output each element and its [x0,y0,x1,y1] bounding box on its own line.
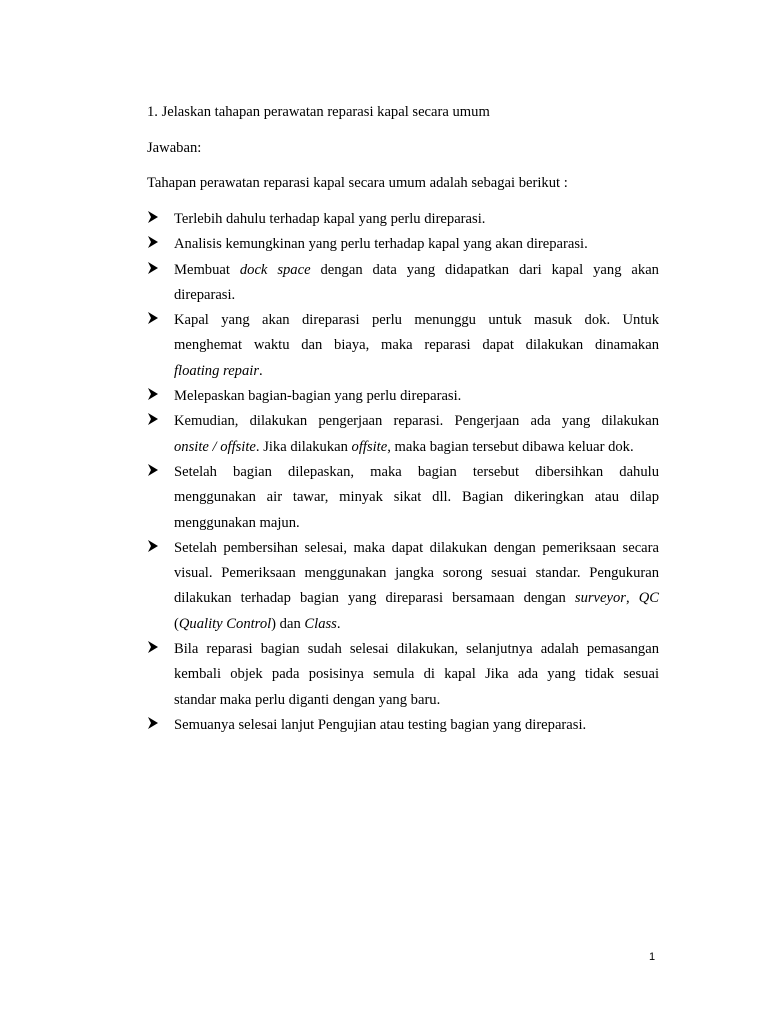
list-item [147,409,659,460]
text-run: kembali objek pada posisinya semula di kapal Jika ada yang tidak sesuai [174,666,659,683]
arrowhead-bullet-icon [147,717,159,729]
list-item [147,384,659,409]
list-item-line [174,333,659,358]
answer-label: Jawaban: [147,140,202,156]
text-run: Membuat [174,261,240,278]
list-item-line [174,384,659,409]
italic-term: Class [304,615,337,632]
list-item [147,460,659,536]
steps-list [147,207,659,738]
text-run: . [259,362,263,379]
text-run: Kapal yang akan direparasi perlu menunggu untuk masuk dok. Untuk [174,312,659,329]
list-item [147,536,659,637]
arrowhead-bullet-icon [147,312,159,324]
arrowhead-bullet-icon [147,236,159,248]
list-item-line [174,637,659,662]
text-run: Analisis kemungkinan yang perlu terhadap kapal yang akan direparasi. [174,236,588,253]
arrowhead-bullet-icon [147,211,159,223]
intro-paragraph: Tahapan perawatan reparasi kapal secara umum adalah sebagai berikut : [147,175,568,191]
list-item-line [174,536,659,561]
question-heading: 1. Jelaskan tahapan perawatan reparasi kapal secara umum [147,104,490,120]
text-run: Bila reparasi bagian sudah selesai dilakukan, selanjutnya adalah pemasangan [174,641,659,658]
italic-term: surveyor [574,590,626,607]
text-run: Terlebih dahulu terhadap kapal yang perlu direparasi. [174,211,486,227]
list-item [147,637,659,713]
text-run: dilakukan terhadap bagian yang direparasi bersamaan dengan [174,590,575,607]
list-item-line [174,359,659,384]
list-item-line [174,207,659,232]
list-item-line [174,662,659,687]
italic-term: dock space [239,261,311,278]
page-number: 1 [649,951,656,963]
text-run: menggunakan majun. [174,514,300,531]
arrowhead-bullet-icon [147,413,159,425]
italic-term: offsite [351,438,388,455]
list-item-line [174,511,659,536]
text-run: direparasi. [174,286,236,303]
text-run: Kemudian, dilakukan pengerjaan reparasi. Pengerjaan ada yang dilakukan [174,413,659,430]
list-item-line [174,713,659,738]
italic-term: QC [638,590,660,607]
text-run: standar maka perlu diganti dengan yang baru. [174,691,441,708]
list-item-line [174,561,659,586]
arrowhead-bullet-icon [147,540,159,552]
list-item-line [174,258,659,283]
text-run: Semuanya selesai lanjut Pengujian atau testing bagian yang direparasi. [174,716,587,733]
list-item-line [174,460,659,485]
list-item-line [174,688,659,713]
list-item-line [174,435,659,460]
text-run: ( [174,615,179,632]
list-item-line [174,612,659,637]
text-run: menghemat waktu dan biaya, maka reparasi dapat dilakukan dinamakan [174,337,659,354]
italic-term: Quality Control [178,615,272,632]
list-item [147,713,659,738]
list-item [147,308,659,384]
italic-term: onsite / offsite [174,438,256,455]
list-item-line [174,586,659,611]
text-run: Melepaskan bagian-bagian yang perlu direparasi. [174,388,462,405]
text-run: ) dan [271,615,305,632]
list-item [147,258,659,309]
text-run: . [336,615,341,632]
text-run: , [625,590,639,607]
list-item-line [174,232,659,257]
list-item-line [174,308,659,333]
list-item [147,232,659,257]
text-run: visual. Pemeriksaan menggunakan jangka sorong sesuai standar. Pengukuran [174,565,659,582]
list-item-line [174,485,659,510]
arrowhead-bullet-icon [147,464,159,476]
arrowhead-bullet-icon [147,262,159,274]
list-item-line [174,283,659,308]
italic-term: floating repair [174,362,259,379]
text-run: . Jika dilakukan [255,438,352,455]
arrowhead-bullet-icon [147,641,159,653]
text-run: , maka bagian tersebut dibawa keluar dok. [387,438,634,455]
arrowhead-bullet-icon [147,388,159,400]
list-item [147,207,659,232]
text-run: Setelah pembersihan selesai, maka dapat dilakukan dengan pemeriksaan secara [174,539,659,556]
text-run: menggunakan air tawar, minyak sikat dll. Bagian dikeringkan atau dilap [174,489,659,506]
text-run: Setelah bagian dilepaskan, maka bagian tersebut dibersihkan dahulu [174,463,659,480]
text-run: dengan data yang didapatkan dari kapal yang akan [310,261,659,278]
list-item-line [174,409,659,434]
